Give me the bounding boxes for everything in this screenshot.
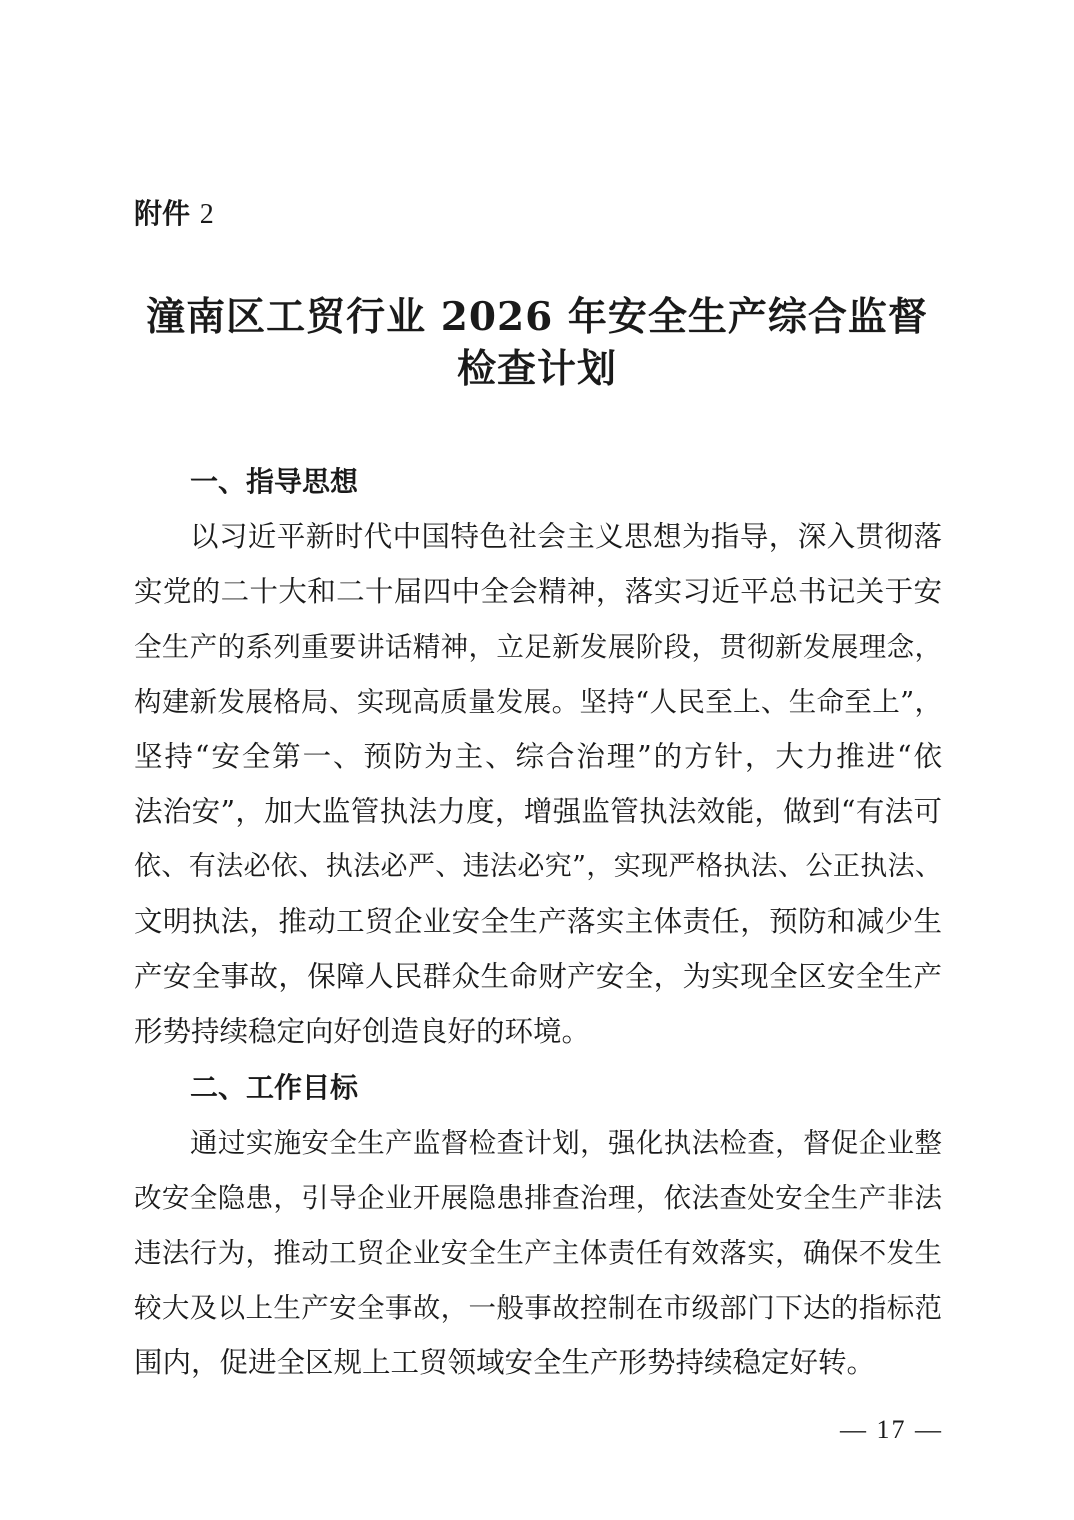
section-2-line: 违法行为，推动工贸企业安全生产主体责任有效落实，确保不发生: [134, 1237, 942, 1269]
section-1-line: 产安全事故，保障人民群众生命财产安全，为实现全区安全生产: [134, 960, 942, 993]
document-title-line-2: 检查计划: [456, 346, 617, 392]
section-1-heading: 一、指导思想: [190, 465, 359, 498]
page-number: — 17 —: [840, 1415, 943, 1444]
attachment-label: [134, 194, 214, 235]
section-1-line: 以习近平新时代中国特色社会主义思想为指导，深入贯彻落: [190, 520, 942, 553]
section-1-line: 全生产的系列重要讲话精神，立足新发展阶段，贯彻新发展理念，: [134, 631, 942, 663]
attachment-label-text: 附件: [134, 197, 191, 230]
section-2-line: 通过实施安全生产监督检查计划，强化执法检查，督促企业整: [190, 1127, 942, 1159]
document-title-line-1: 潼南区工贸行业 2026 年安全生产综合监督: [146, 294, 928, 340]
section-1-line: 形势持续稳定向好创造良好的环境。: [134, 1015, 591, 1048]
attachment-number: 2: [199, 199, 214, 230]
section-1-line: 坚持“安全第一、预防为主、综合治理”的方针，大力推进“依: [134, 740, 942, 773]
section-1-line: 依、有法必依、执法必严、违法必究”，实现严格执法、公正执法、: [134, 851, 942, 882]
section-1-line: 实党的二十大和二十届四中全会精神，落实习近平总书记关于安: [134, 575, 942, 608]
section-2-line: 围内，促进全区规上工贸领域安全生产形势持续稳定好转。: [134, 1346, 876, 1379]
section-1-line: 法治安”，加大监管执法力度，增强监管执法效能，做到“有法可: [134, 795, 942, 828]
section-1-line: 文明执法，推动工贸企业安全生产落实主体责任，预防和减少生: [134, 905, 942, 938]
section-2-line: 较大及以上生产安全事故，一般事故控制在市级部门下达的指标范: [134, 1292, 942, 1324]
section-2-line: 改安全隐患，引导企业开展隐患排查治理，依法查处安全生产非法: [134, 1182, 942, 1214]
section-1-line: 构建新发展格局、实现高质量发展。坚持“人民至上、生命至上”，: [134, 686, 942, 718]
section-2-heading: 二、工作目标: [190, 1071, 359, 1104]
